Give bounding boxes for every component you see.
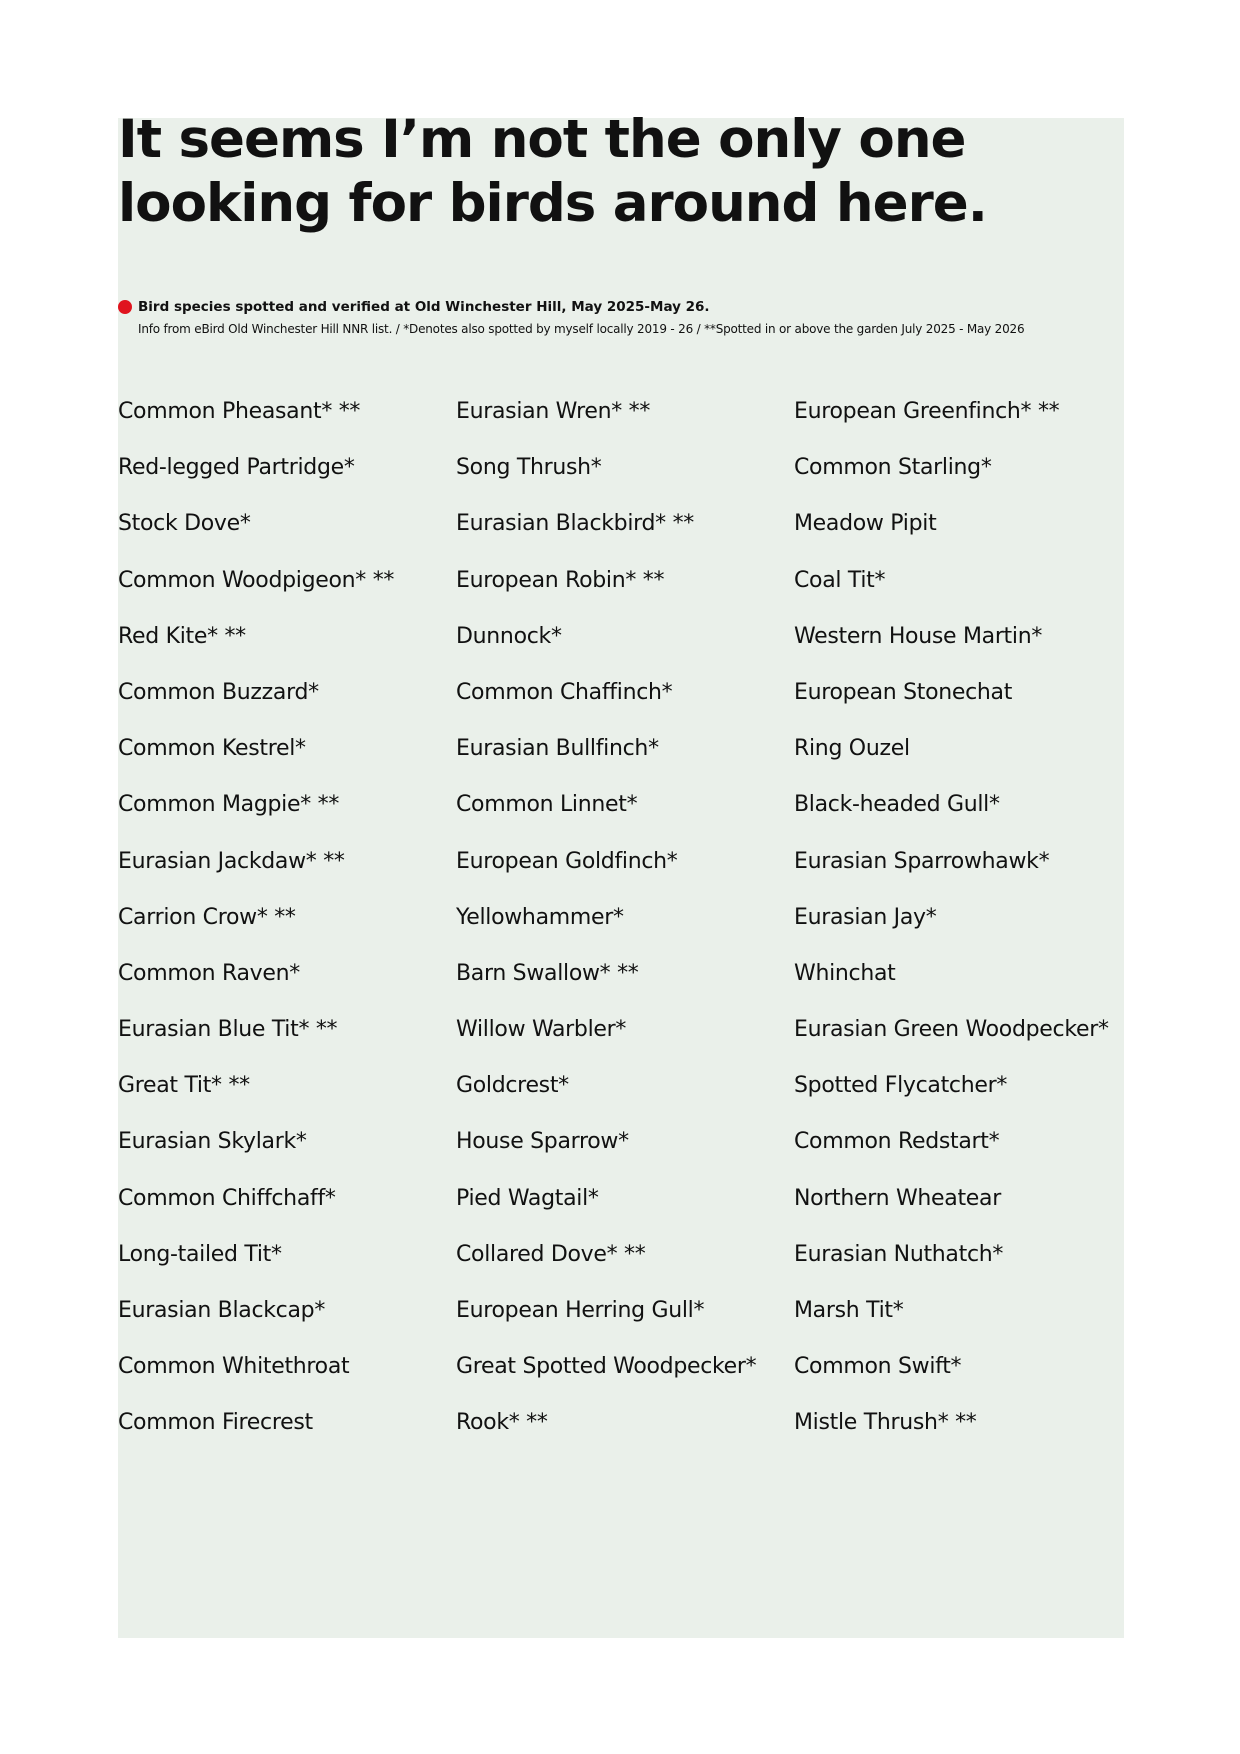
species-item: Common Kestrel*	[118, 736, 306, 762]
species-item: Common Raven*	[118, 960, 300, 986]
species-item: European Herring Gull*	[456, 1298, 705, 1323]
species-column-2	[456, 388, 794, 1456]
species-column-3	[794, 388, 1124, 1456]
species-item: Great Spotted Woodpecker*	[456, 1354, 757, 1380]
species-item: Coal Tit*	[794, 567, 886, 593]
species-item: Common Starling*	[794, 455, 992, 481]
caption	[118, 298, 1124, 337]
species-item: Song Thrush*	[456, 455, 602, 481]
page-title: It seems I’m not the only one looking for birds around here.	[118, 109, 987, 234]
species-item: Barn Swallow* **	[456, 960, 639, 986]
species-item: Northern Wheatear	[794, 1185, 1001, 1211]
caption-info: Info from eBird Old Winchester Hill NNR list. / *Denotes also spotted by myself locally 2019 - 26 / **Spotted in or above the garden July 2025 - May 2026	[138, 322, 1025, 336]
species-item: Red-legged Partridge*	[118, 455, 355, 481]
caption-title: Bird species spotted and verified at Old Winchester Hill, May 2025-May 26.	[138, 299, 710, 315]
species-list	[118, 388, 1124, 1456]
species-item: Collared Dove* **	[456, 1241, 646, 1267]
species-item: Yellowhammer*	[456, 904, 624, 930]
species-item: Willow Warbler*	[456, 1017, 627, 1043]
species-item: Eurasian Sparrowhawk*	[794, 848, 1050, 874]
species-item: Common Woodpigeon* **	[118, 567, 395, 593]
species-item: Mistle Thrush* **	[794, 1410, 977, 1436]
species-item: Spotted Flycatcher*	[794, 1073, 1008, 1099]
species-item: Carrion Crow* **	[118, 904, 296, 930]
caption-title-row	[118, 298, 1124, 316]
species-item: Eurasian Wren* **	[456, 399, 651, 424]
species-item: Eurasian Blue Tit* **	[118, 1017, 338, 1043]
species-item: Eurasian Green Woodpecker*	[794, 1017, 1109, 1043]
species-item: Goldcrest*	[456, 1073, 569, 1099]
red-dot-icon	[118, 300, 132, 314]
species-item: Common Whitethroat	[118, 1354, 350, 1380]
species-item: European Stonechat	[794, 679, 1013, 705]
species-item: Common Linnet*	[456, 792, 638, 818]
species-item: Common Chiffchaff*	[118, 1185, 336, 1211]
species-item: European Goldfinch*	[456, 848, 678, 874]
species-column-1	[118, 388, 456, 1456]
species-item: Common Pheasant* **	[118, 399, 361, 424]
species-item: Great Tit* **	[118, 1073, 250, 1099]
species-item: Eurasian Jackdaw* **	[118, 848, 345, 874]
species-item: Rook* **	[456, 1410, 548, 1436]
species-item: Marsh Tit*	[794, 1298, 904, 1323]
species-item: Common Buzzard*	[118, 679, 319, 705]
species-item: House Sparrow*	[456, 1129, 629, 1155]
species-item: Common Chaffinch*	[456, 679, 673, 705]
species-item: Common Swift*	[794, 1354, 962, 1380]
species-item: Eurasian Bullfinch*	[456, 736, 659, 762]
species-item: Stock Dove*	[118, 511, 251, 537]
species-item: Eurasian Jay*	[794, 904, 937, 930]
species-item: Red Kite* **	[118, 623, 246, 649]
species-item: Pied Wagtail*	[456, 1185, 599, 1211]
species-item: Dunnock*	[456, 623, 562, 649]
species-item: Eurasian Blackbird* **	[456, 511, 694, 537]
species-item: European Greenfinch* **	[794, 399, 1060, 424]
species-item: Common Redstart*	[794, 1129, 1000, 1155]
species-item: Eurasian Blackcap*	[118, 1298, 326, 1323]
species-item: European Robin* **	[456, 567, 665, 593]
species-item: Meadow Pipit	[794, 511, 937, 537]
species-item: Long-tailed Tit*	[118, 1241, 282, 1267]
species-item: Whinchat	[794, 960, 896, 986]
species-item: Common Magpie* **	[118, 792, 340, 818]
species-item: Black-headed Gull*	[794, 792, 1000, 818]
species-item: Common Firecrest	[118, 1410, 313, 1436]
species-item: Ring Ouzel	[794, 736, 910, 762]
species-item: Western House Martin*	[794, 623, 1043, 649]
species-item: Eurasian Nuthatch*	[794, 1241, 1004, 1267]
species-item: Eurasian Skylark*	[118, 1129, 307, 1155]
